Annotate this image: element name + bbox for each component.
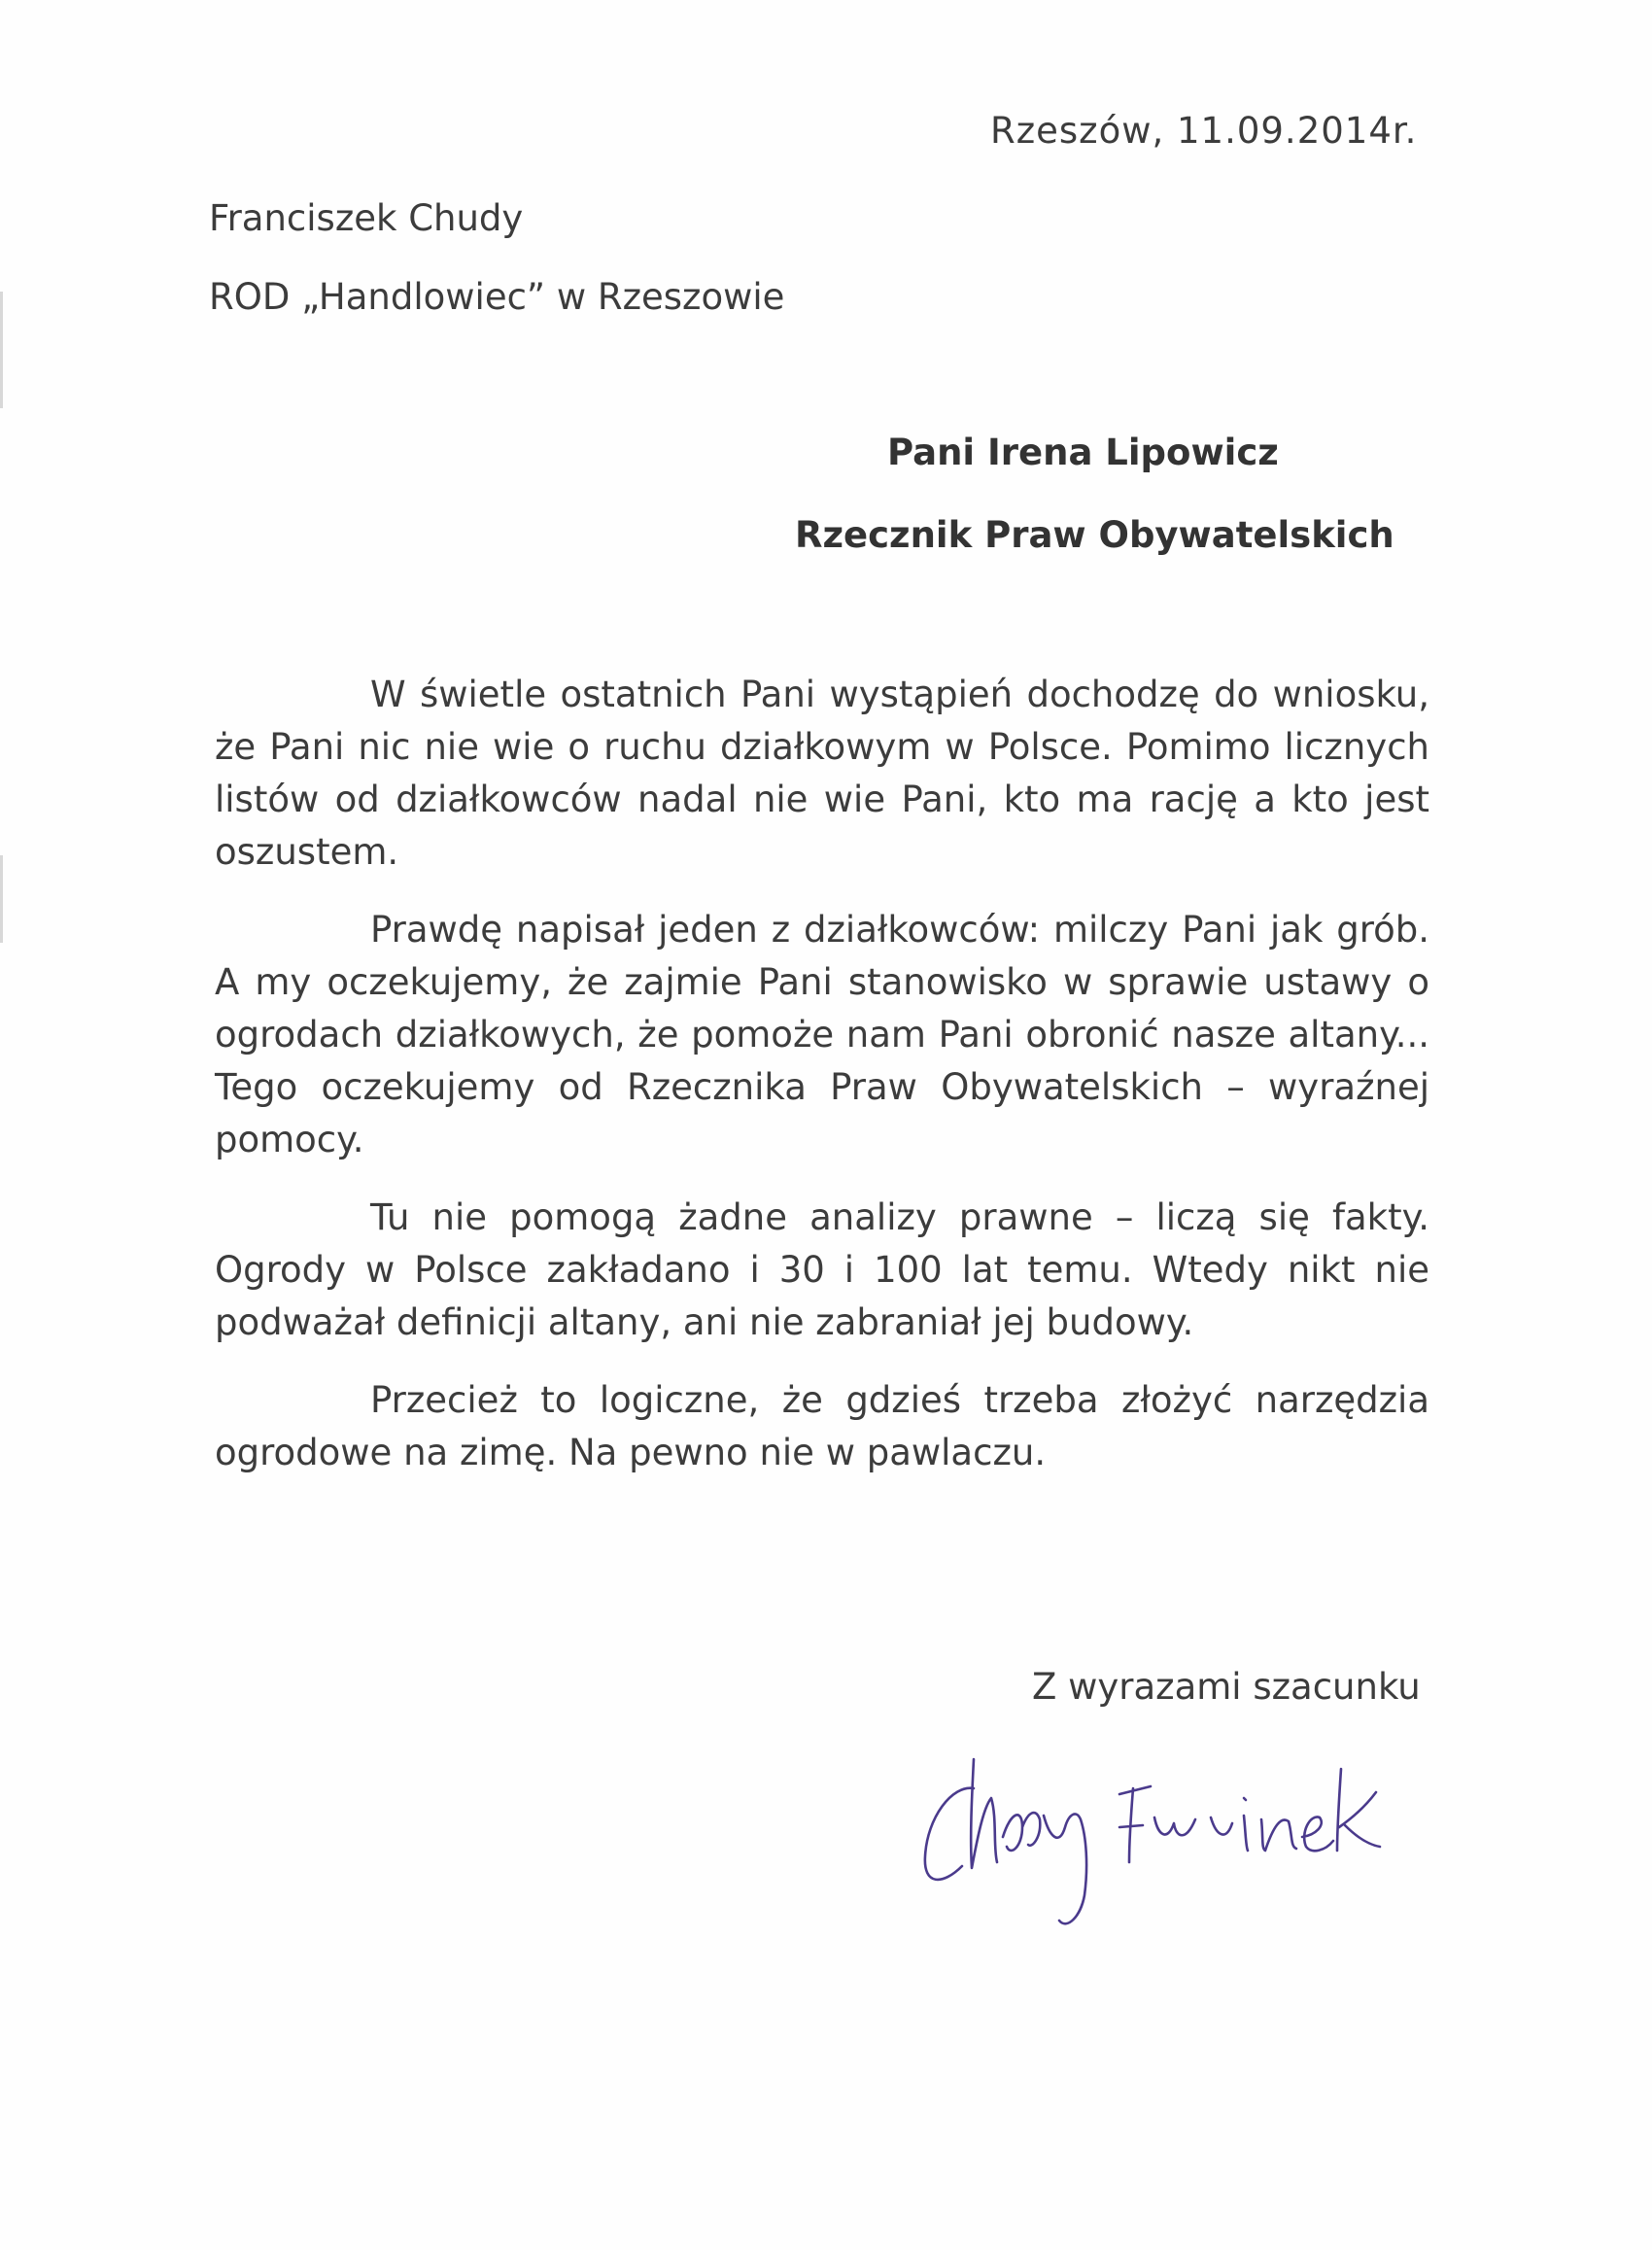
letter-body	[215, 669, 1429, 1505]
place-date: Rzeszów, 11.09.2014r.	[990, 110, 1418, 152]
sender-organization: ROD „Handlowiec” w Rzeszowie	[209, 276, 785, 318]
body-paragraph: Tu nie pomogą żadne analizy prawne – liczą się fakty. Ogrody w Polsce zakładano i 30 i 100 lat temu. Wtedy nikt nie podważał definicji altany, ani nie zabraniał jej budowy.	[215, 1196, 1429, 1343]
signature-stroke	[1302, 1817, 1333, 1851]
signature-stroke	[925, 1788, 974, 1880]
recipient-name: Pani Irena Lipowicz	[887, 432, 1279, 473]
recipient-title: Rzecznik Praw Obywatelskich	[795, 514, 1394, 556]
signature-stroke	[971, 1759, 997, 1868]
closing-phrase: Z wyrazami szacunku	[1032, 1666, 1421, 1708]
signature-stroke	[1119, 1786, 1151, 1862]
body-paragraph: W świetle ostatnich Pani wystąpień dochodzę do wniosku, że Pani nic nie wie o ruchu działkowym w Polsce. Pomimo licznych listów od działkowców nadal nie wie Pani, kto ma rację a kto jest oszustem.	[215, 674, 1429, 873]
body-paragraph: Prawdę napisał jeden z działkowców: milczy Pani jak grób. A my oczekujemy, że zajmie Pani stanowisko w sprawie ustawy o ogrodach działkowych, że pomoże nam Pani obronić nasze altany... Tego oczekujemy od Rzecznika Praw Obywatelskich – wyraźnej pomocy.	[215, 909, 1429, 1160]
sender-name: Franciszek Chudy	[209, 197, 524, 239]
signature-stroke	[1154, 1817, 1195, 1835]
handwritten-signature	[913, 1691, 1535, 1934]
signature-stroke	[1044, 1814, 1086, 1923]
scan-edge-mark	[0, 292, 3, 408]
signature-stroke	[1261, 1819, 1296, 1851]
signature-stroke	[1211, 1817, 1232, 1834]
signature-stroke	[1003, 1813, 1040, 1851]
signature-stroke	[1337, 1769, 1380, 1851]
body-paragraph: Przecież to logiczne, że gdzieś trzeba złożyć narzędzia ogrodowe na zimę. Na pewno nie w pawlaczu.	[215, 1379, 1429, 1473]
scan-edge-mark	[0, 855, 3, 943]
signature-stroke	[1244, 1798, 1248, 1851]
